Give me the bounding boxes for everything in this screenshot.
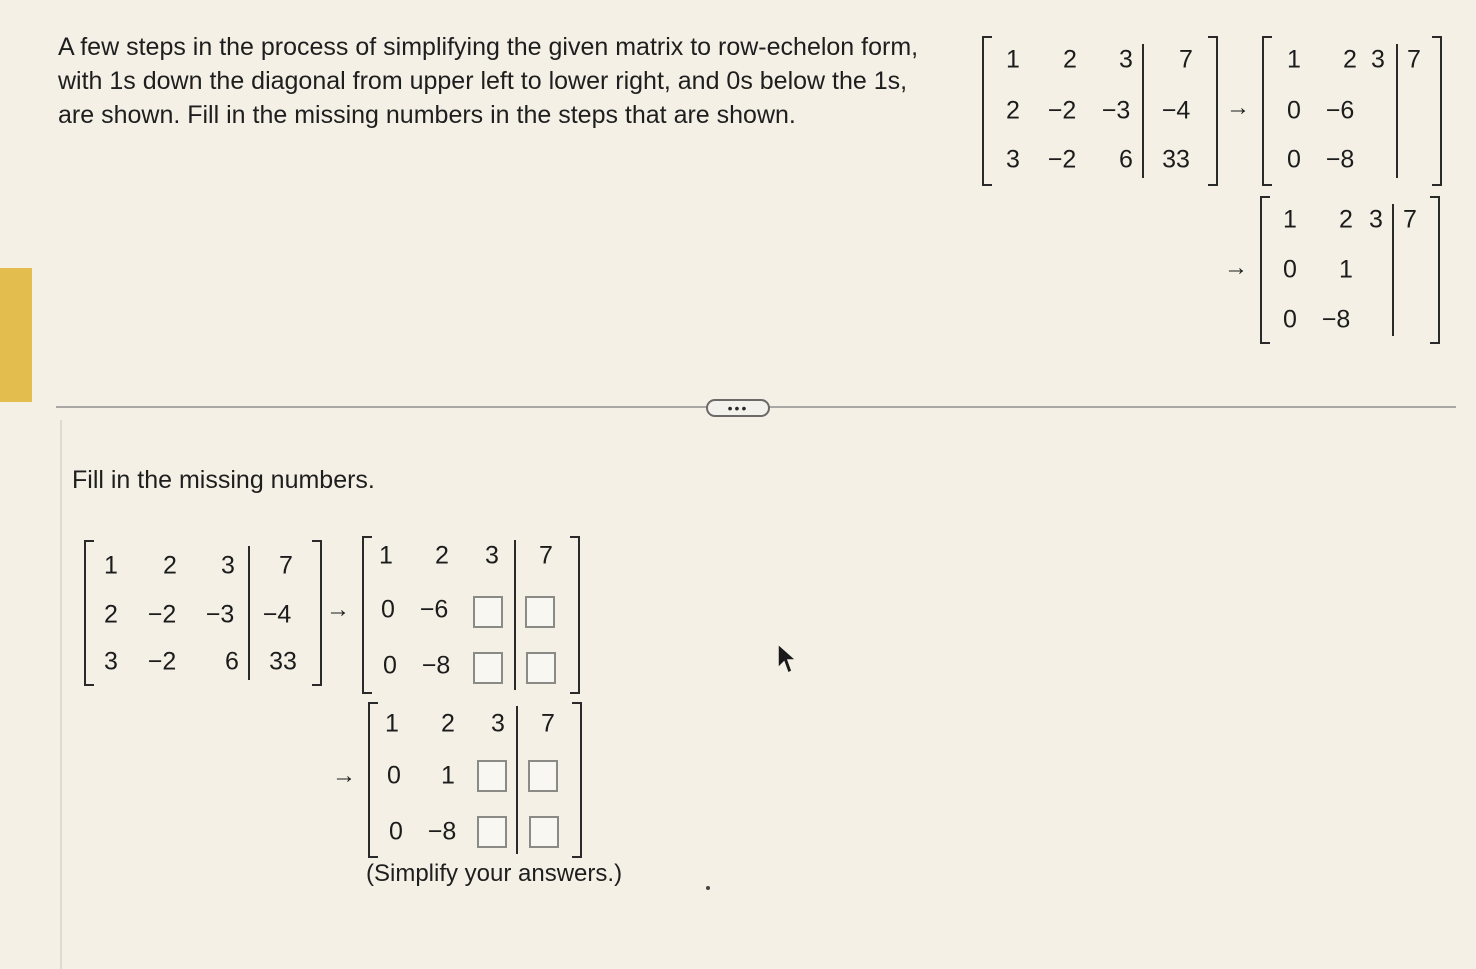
answer-box-step2-row2-col3[interactable]	[477, 760, 507, 792]
matrix-entry: 2	[1006, 96, 1020, 125]
matrix-entry: 2	[1339, 205, 1353, 234]
matrix-entry: 6	[225, 647, 239, 676]
matrix-entry: 7	[1179, 45, 1193, 74]
matrix-entry: −8	[427, 817, 457, 846]
matrix-entry: −3	[1101, 96, 1131, 125]
mouse-pointer-icon	[776, 642, 798, 676]
given-matrix-top	[982, 36, 1218, 186]
right-bracket	[570, 536, 580, 694]
left-bracket	[982, 36, 992, 186]
matrix-entry: −2	[1047, 145, 1077, 174]
matrix-entry: 0	[1287, 145, 1301, 174]
answer-box-step2-row2-col4[interactable]	[528, 760, 558, 792]
matrix-entry: 2	[441, 709, 455, 738]
augment-line	[514, 540, 516, 690]
matrix-entry: 1	[1283, 205, 1297, 234]
matrix-entry: 1	[385, 709, 399, 738]
matrix-entry: 3	[491, 709, 505, 738]
matrix-entry: 0	[1283, 305, 1297, 334]
matrix-entry: 7	[539, 541, 553, 570]
matrix-entry: −4	[262, 600, 292, 629]
matrix-entry: 2	[1063, 45, 1077, 74]
matrix-entry: 33	[1162, 145, 1190, 174]
augment-line	[248, 546, 250, 680]
matrix-entry: 1	[1287, 45, 1301, 74]
right-bracket	[572, 702, 582, 858]
matrix-entry: 0	[383, 651, 397, 680]
matrix-entry: 3	[1369, 205, 1383, 234]
answer-box-step1-row3-col4[interactable]	[526, 652, 556, 684]
matrix-entry: 3	[221, 551, 235, 580]
answer-box-step1-row3-col3[interactable]	[473, 652, 503, 684]
right-bracket	[1430, 196, 1440, 344]
problem-statement	[58, 30, 988, 132]
augment-line	[516, 706, 518, 854]
instruction-text: Fill in the missing numbers.	[72, 466, 375, 494]
answer-box-step2-row3-col4[interactable]	[529, 816, 559, 848]
matrix-entry: −8	[1321, 305, 1351, 334]
matrix-entry: 3	[104, 647, 118, 676]
arrow-icon: →	[1226, 94, 1250, 121]
step2-matrix-top	[1260, 196, 1440, 344]
step1-matrix-answer	[362, 536, 580, 694]
answer-box-step1-row2-col4[interactable]	[525, 596, 555, 628]
matrix-entry: 3	[1371, 45, 1385, 74]
left-bracket	[84, 540, 94, 686]
arrow-icon: →	[1224, 254, 1248, 281]
right-bracket	[1208, 36, 1218, 186]
augment-line	[1392, 204, 1394, 336]
matrix-entry: 0	[381, 595, 395, 624]
matrix-entry: 2	[104, 600, 118, 629]
matrix-entry: −6	[419, 595, 449, 624]
matrix-entry: −8	[421, 651, 451, 680]
matrix-entry: −3	[205, 600, 235, 629]
matrix-entry: 0	[1283, 255, 1297, 284]
matrix-entry: 33	[269, 647, 297, 676]
matrix-entry: 1	[379, 541, 393, 570]
matrix-entry: −4	[1161, 96, 1191, 125]
matrix-entry: 3	[1119, 45, 1133, 74]
matrix-entry: 0	[387, 761, 401, 790]
matrix-entry: 1	[1339, 255, 1353, 284]
given-matrix-answer	[84, 540, 322, 686]
matrix-entry: −2	[147, 647, 177, 676]
left-bracket	[362, 536, 372, 694]
expand-button[interactable]	[706, 399, 770, 417]
matrix-entry: 0	[389, 817, 403, 846]
page-edge	[60, 420, 62, 969]
matrix-entry: 7	[1403, 205, 1417, 234]
matrix-entry: 7	[541, 709, 555, 738]
ellipsis-icon: •••	[727, 400, 749, 416]
matrix-entry: 2	[435, 541, 449, 570]
answer-box-step1-row2-col3[interactable]	[473, 596, 503, 628]
left-bracket	[1260, 196, 1270, 344]
right-bracket	[1432, 36, 1442, 186]
arrow-icon: →	[326, 596, 350, 623]
matrix-entry: 7	[279, 551, 293, 580]
matrix-entry: −2	[147, 600, 177, 629]
left-bracket	[1262, 36, 1272, 186]
matrix-entry: −8	[1325, 145, 1355, 174]
left-bracket	[368, 702, 378, 858]
yellow-accent-strip	[0, 268, 32, 402]
matrix-entry: −6	[1325, 96, 1355, 125]
matrix-entry: 2	[163, 551, 177, 580]
augment-line	[1396, 44, 1398, 178]
matrix-entry: 6	[1119, 145, 1133, 174]
right-bracket	[312, 540, 322, 686]
matrix-entry: −2	[1047, 96, 1077, 125]
matrix-entry: 0	[1287, 96, 1301, 125]
arrow-icon: →	[332, 762, 356, 789]
augment-line	[1142, 44, 1144, 178]
problem-line-1: A few steps in the process of simplifying the given matrix to row-echelon form,	[58, 33, 919, 61]
simplify-note: (Simplify your answers.)	[366, 860, 623, 887]
matrix-entry: 2	[1343, 45, 1357, 74]
matrix-entry: 1	[1006, 45, 1020, 74]
answer-box-step2-row3-col3[interactable]	[477, 816, 507, 848]
problem-line-2: with 1s down the diagonal from upper left to lower right, and 0s below the 1s,	[58, 67, 908, 95]
matrix-entry: 1	[441, 761, 455, 790]
matrix-entry: 7	[1407, 45, 1421, 74]
problem-line-3: are shown. Fill in the missing numbers in the steps that are shown.	[58, 101, 796, 129]
matrix-entry: 3	[1006, 145, 1020, 174]
step1-matrix-top	[1262, 36, 1442, 186]
matrix-entry: 1	[104, 551, 118, 580]
stray-dot	[706, 886, 710, 890]
step2-matrix-answer	[368, 702, 582, 858]
matrix-entry: 3	[485, 541, 499, 570]
